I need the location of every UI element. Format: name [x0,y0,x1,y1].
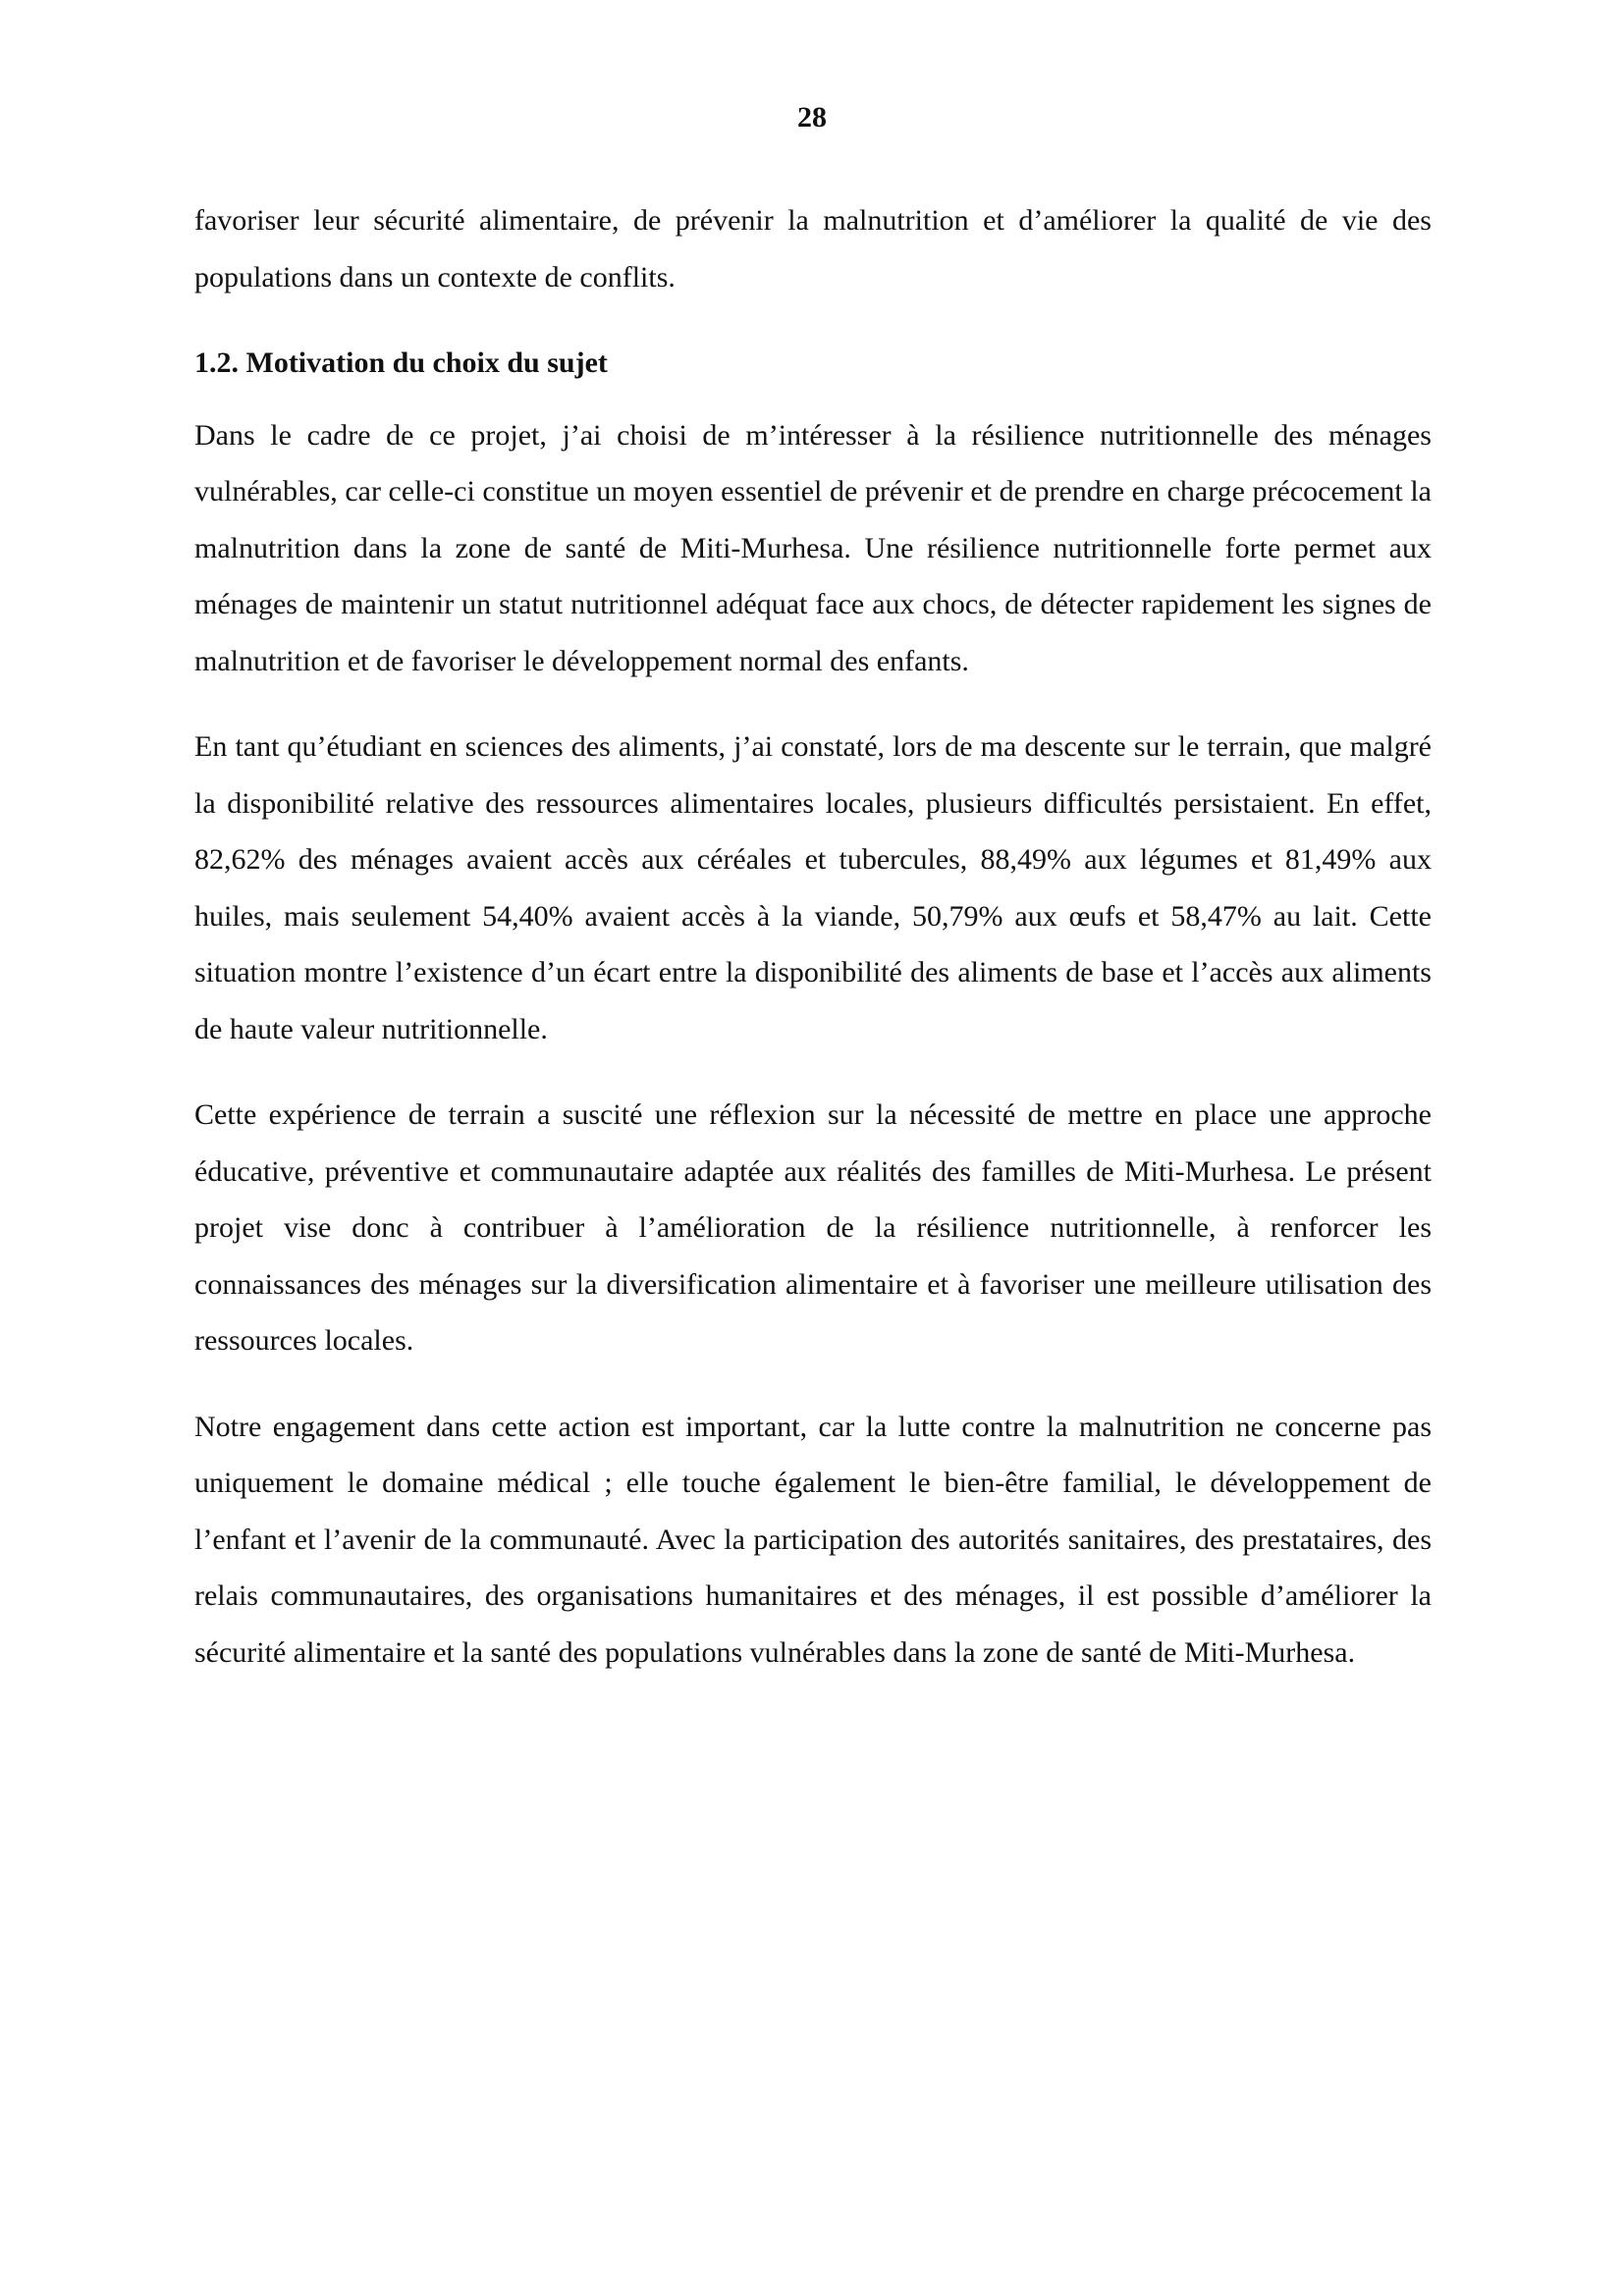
page-number: 28 [797,101,827,133]
body-paragraph-1: Dans le cadre de ce projet, j’ai choisi de m’intéresser à la résilience nutritionnelle des ménages vulnérables, car celle-ci constitue un moyen essentiel de prévenir et de prendre en charge précocement la malnutrition dans la zone de santé de Miti-Murhesa. Une résilience nutritionnelle forte permet aux ménages de maintenir un statut nutritionnel adéquat face aux chocs, de détecter rapidement les signes de malnutrition et de favoriser le développement normal des enfants. [194,418,1432,677]
body-paragraph-2: En tant qu’étudiant en sciences des aliments, j’ai constaté, lors de ma descente sur le terrain, que malgré la disponibilité relative des ressources alimentaires locales, plusieurs difficultés persistaient. En effet, 82,62% des ménages avaient accès aux céréales et tubercules, 88,49% aux légumes et 81,49% aux huiles, mais seulement 54,40% avaient accès à la viande, 50,79% aux œufs et 58,47% au lait. Cette situation montre l’existence d’un écart entre la disponibilité des aliments de base et l’accès aux aliments de haute valeur nutritionnelle. [194,730,1432,1045]
body-paragraph-4: Notre engagement dans cette action est important, car la lutte contre la malnutrition ne concerne pas uniquement le domaine médical ; elle touche également le bien-être familial, le développement de l’enfant et l’avenir de la communauté. Avec la participation des autorités sanitaires, des prestataires, des relais communautaires, des organisations humanitaires et des ménages, il est possible d’améliorer la sécurité alimentaire et la santé des populations vulnérables dans la zone de santé de Miti-Murhesa. [194,1410,1432,1669]
section-heading: 1.2. Motivation du choix du sujet [194,347,608,379]
intro-paragraph: favoriser leur sécurité alimentaire, de prévenir la malnutrition et d’améliorer la qualité de vie des populations dans un contexte de conflits. [194,204,1432,294]
body-paragraph-3: Cette expérience de terrain a suscité une réflexion sur la nécessité de mettre en place une approche éducative, préventive et communautaire adaptée aux réalités des familles de Miti-Murhesa. Le présent projet vise donc à contribuer à l’amélioration de la résilience nutritionnelle, à renforcer les connaissances des ménages sur la diversification alimentaire et à favoriser une meilleure utilisation des ressources locales. [194,1098,1432,1357]
page-content [194,192,1432,1710]
